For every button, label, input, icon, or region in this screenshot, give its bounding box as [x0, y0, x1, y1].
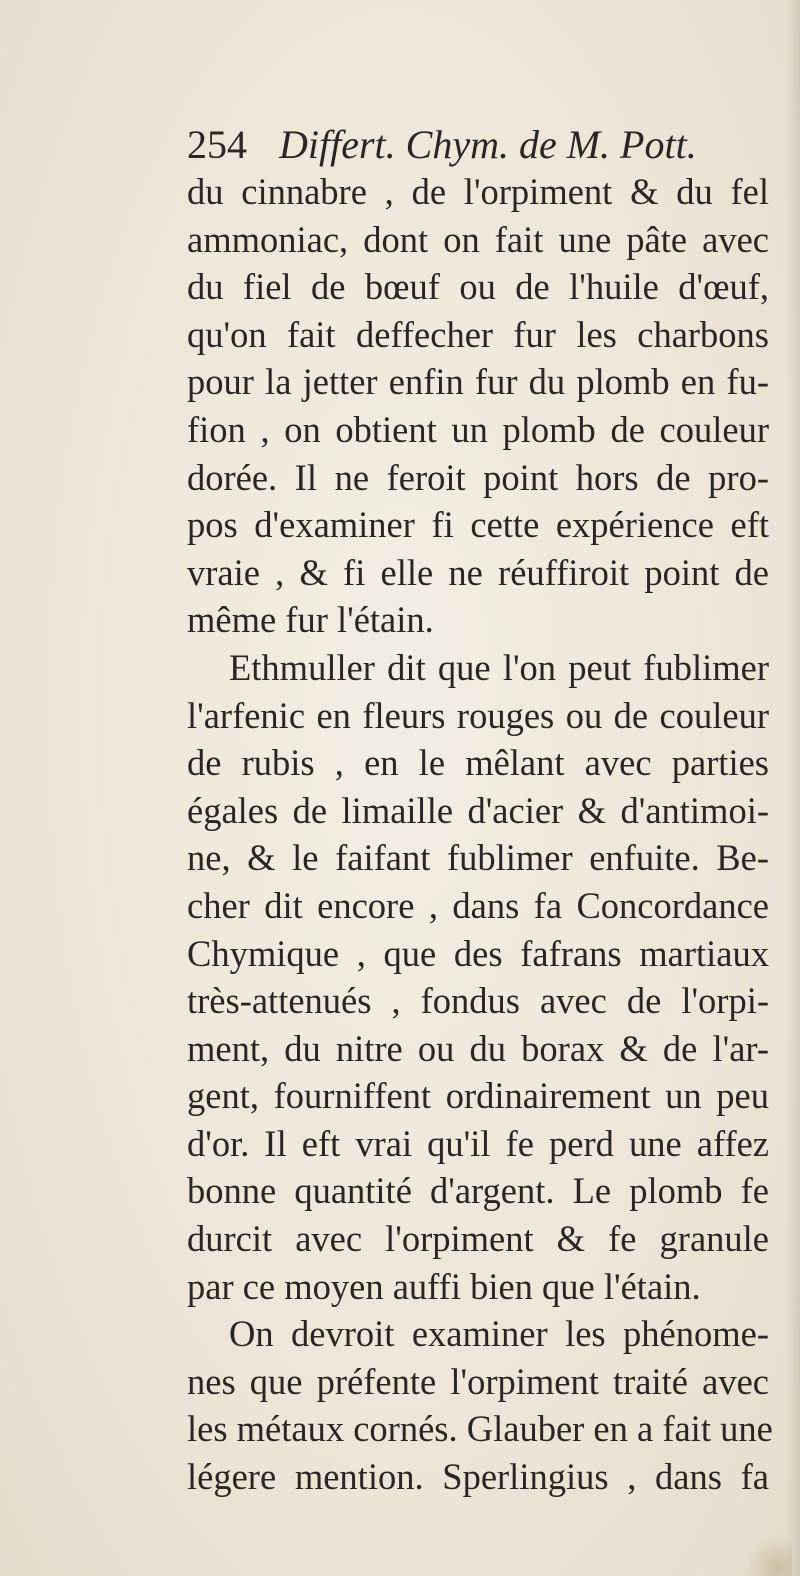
page-number: 254: [187, 122, 247, 167]
text-line: les métaux cornés. Glauber en a fait une: [187, 1408, 773, 1450]
text-line: de rubis , en le mêlant avec parties: [187, 742, 769, 784]
text-line: qu'on fait deffecher fur les charbons: [187, 313, 769, 355]
page-edge-shadow: [786, 0, 800, 1576]
body-text: [187, 168, 773, 1501]
text-line: légere mention. Sperlingius , dans fa: [187, 1456, 769, 1498]
text-line: ne, & le faifant fublimer enfuite. Be-: [187, 837, 769, 879]
text-line: cher dit encore , dans fa Concordance: [187, 884, 769, 926]
text-line: ammoniac, dont on fait une pâte avec: [187, 218, 769, 260]
text-line: fion , on obtient un plomb de couleur: [187, 408, 769, 450]
text-line: vraie , & fi elle ne réuffiroit point de: [187, 551, 769, 593]
text-line: égales de limaille d'acier & d'antimoi-: [187, 789, 769, 831]
text-line: durcit avec l'orpiment & fe granule: [187, 1218, 769, 1260]
text-line: l'arfenic en fleurs rouges ou de couleur: [187, 694, 769, 736]
text-line: nes que préfente l'orpiment traité avec: [187, 1360, 769, 1402]
paragraph-start-line: Ethmuller dit que l'on peut fublimer: [229, 646, 769, 688]
text-line: Chymique , que des fafrans martiaux: [187, 932, 769, 974]
text-line: ment, du nitre ou du borax & de l'ar-: [187, 1027, 769, 1069]
text-line: du cinnabre , de l'orpiment & du fel: [187, 171, 769, 212]
text-line: d'or. Il eft vrai qu'il fe perd une affez: [187, 1122, 769, 1164]
text-line: très-attenués , fondus avec de l'orpi-: [187, 980, 769, 1022]
text-line: dorée. Il ne feroit point hors de pro-: [187, 456, 769, 498]
text-line: du fiel de bœuf ou de l'huile d'œuf,: [187, 266, 769, 308]
paragraph-start-line: On devroit examiner les phénome-: [229, 1313, 769, 1355]
page-header: [187, 118, 767, 172]
text-line: pos d'examiner fi cette expérience eft: [187, 504, 769, 546]
paper-stain: [746, 1536, 792, 1576]
text-line: bonne quantité d'argent. Le plomb fe: [187, 1170, 769, 1212]
text-line: pour la jetter enfin fur du plomb en fu-: [187, 361, 769, 403]
text-line: gent, fourniffent ordinairement un peu: [187, 1075, 769, 1117]
paragraph-end-line: par ce moyen auffi bien que l'étain.: [187, 1265, 701, 1307]
paragraph-end-line: même fur l'étain.: [187, 599, 434, 641]
running-head: Differt. Chym. de M. Pott.: [279, 122, 697, 167]
